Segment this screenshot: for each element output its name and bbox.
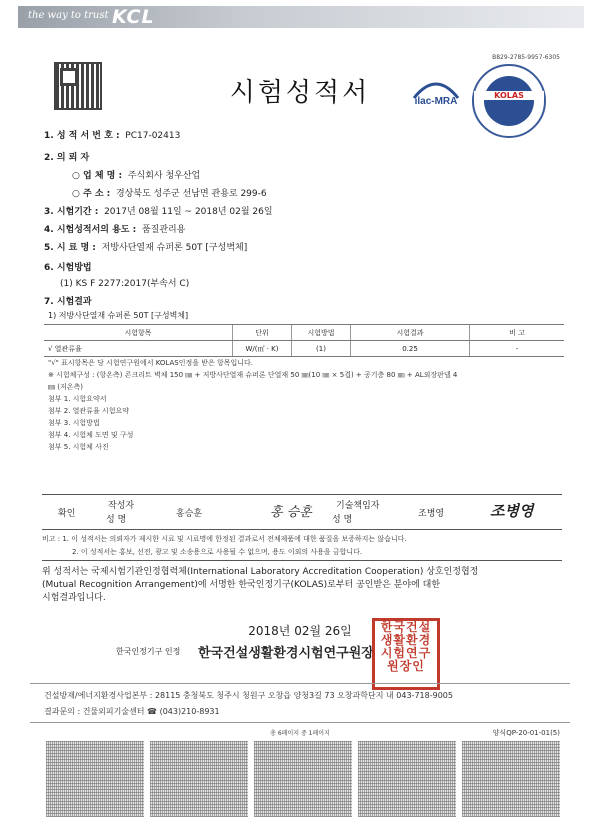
tech-manager-label: 기술책임자: [336, 501, 380, 511]
signature-box: [42, 494, 562, 530]
ilac-label: ilac-MRA: [414, 96, 458, 107]
table-header-row: [44, 325, 564, 341]
footer-address: 건설방재/에너지환경사업본부 : 28115 충청북도 청주시 청원구 오창읍 양청3길 73 오창과학단지 내 043-718-9005: [44, 691, 453, 700]
note-specimen-cont: ㎜ (저온측): [48, 383, 83, 391]
result-subtitle: 1) 저방사단열재 슈퍼론 50T [구성벽체]: [48, 311, 189, 320]
footer-contact: 결과문의 : 건물외피기술센터 ☎ (043)210-8931: [44, 707, 220, 716]
section-4: 4. 시험성적서의 용도 : 품질관리용: [44, 225, 186, 235]
issuer-name: 한국건설생활환경시험연구원장: [198, 646, 374, 661]
security-pattern: [150, 741, 248, 817]
attachment-4: 첨부 4. 시험체 도면 및 구성: [48, 431, 134, 439]
section-1: 1. 성 적 서 번 호 : PC17-02413: [44, 131, 181, 141]
table-cell: W/(㎡ · K): [233, 341, 292, 357]
tagline: the way to trust: [28, 10, 109, 21]
page-number: 총 6페이지 중 1페이지: [270, 730, 330, 737]
security-pattern: [46, 741, 144, 817]
header-cell: 시험항목: [44, 325, 233, 341]
remark-1: 비고 : 1. 이 성적서는 의뢰자가 제시한 시료 및 시료명에 한정된 결과로서 전체제품에 대한 품질을 보증하지는 않습니다.: [42, 535, 407, 543]
address-row: ○ 주 소 : 경상북도 성주군 선남면 관용로 299-6: [72, 189, 267, 199]
note-specimen: ※ 시험체구성 : (항온측) 콘크리트 벽체 150 ㎜ + 저방사단열재 슈퍼론 단열재 50 ㎜(10 ㎜ × 5겹) + 공기층 80 ㎜ + AL외장판넬 4: [48, 371, 458, 379]
header-cell: 시험결과: [351, 325, 470, 341]
security-pattern: [254, 741, 352, 817]
tech-manager-name: 조병영: [418, 509, 445, 519]
confirm-label: 확인: [58, 509, 76, 519]
table-cell: √ 열관류율: [44, 341, 233, 357]
footer-divider: [30, 683, 570, 684]
table-row: [44, 341, 564, 357]
form-number: 양식QP-20-01-01(5): [492, 729, 560, 737]
section-3: 3. 시험기간 : 2017년 08월 11일 ~ 2018년 02월 26일: [44, 207, 273, 217]
section-7: 7. 시험결과: [44, 297, 92, 307]
accreditation-statement: 위 성적서는 국제시험기관인정협력체(International Laboratory Accreditation Cooperation) 상호인정협정 (Mutual Recognition Arrangement)에 서명한 한국인정기구(KOLAS)로부터 공인받은 분야에 대한 시험결과입니다.: [42, 567, 479, 603]
attachment-3: 첨부 3. 시험방법: [48, 419, 100, 427]
table-cell: (1): [292, 341, 351, 357]
document-code: B829-2785-9957-6305: [492, 54, 560, 61]
issuer-prefix: 한국인정기구 인정: [116, 647, 181, 656]
header-banner: [18, 6, 584, 28]
kolas-logo: [472, 64, 546, 138]
table-cell: -: [470, 341, 565, 357]
header-cell: 비 고: [470, 325, 565, 341]
ilac-mra-logo: [410, 68, 462, 110]
note-kolas: "√" 표시항목은 당 시험연구원에서 KOLAS인정을 받은 항목입니다.: [48, 359, 254, 367]
author-name-label: 성 명: [106, 515, 127, 525]
attachment-2: 첨부 2. 열관류율 시험요약: [48, 407, 129, 415]
table-cell: 0.25: [351, 341, 470, 357]
remark-2: 2. 이 성적서는 홍보, 선전, 광고 및 소송용으로 사용될 수 없으며, 용도 이외의 사용을 금합니다.: [72, 548, 363, 556]
company-row: ○ 업 체 명 : 주식회사 청우산업: [72, 171, 201, 181]
security-pattern: [462, 741, 560, 817]
official-seal: 한국건설생활환경시험연구원장인: [372, 618, 440, 690]
author-name: 홍승훈: [176, 509, 203, 519]
section-6: 6. 시험방법: [44, 263, 92, 273]
issue-date: 2018년 02월 26일: [248, 624, 352, 638]
section-5: 5. 시 료 명 : 저방사단열재 슈퍼론 50T [구성벽체]: [44, 243, 248, 253]
tech-manager-name-label: 성 명: [332, 515, 353, 525]
results-table: [44, 324, 564, 357]
footer-divider-2: [30, 722, 570, 723]
header-cell: 시험방법: [292, 325, 351, 341]
security-pattern: [358, 741, 456, 817]
section-2: 2. 의 뢰 자: [44, 153, 90, 163]
author-label: 작성자: [108, 501, 135, 511]
kcl-logo: KCL: [112, 6, 155, 28]
attachment-1: 첨부 1. 시험요약서: [48, 395, 107, 403]
page-title: 시험성적서: [229, 78, 371, 108]
attachment-5: 첨부 5. 시험체 사진: [48, 443, 109, 451]
remarks: [42, 530, 562, 561]
kolas-label: KOLAS: [474, 91, 544, 100]
test-method: (1) KS F 2277:2017(부속서 C): [60, 279, 190, 289]
tech-manager-signature: 조병영: [490, 502, 534, 520]
author-signature: 홍 승훈: [270, 505, 312, 520]
header-cell: 단위: [233, 325, 292, 341]
